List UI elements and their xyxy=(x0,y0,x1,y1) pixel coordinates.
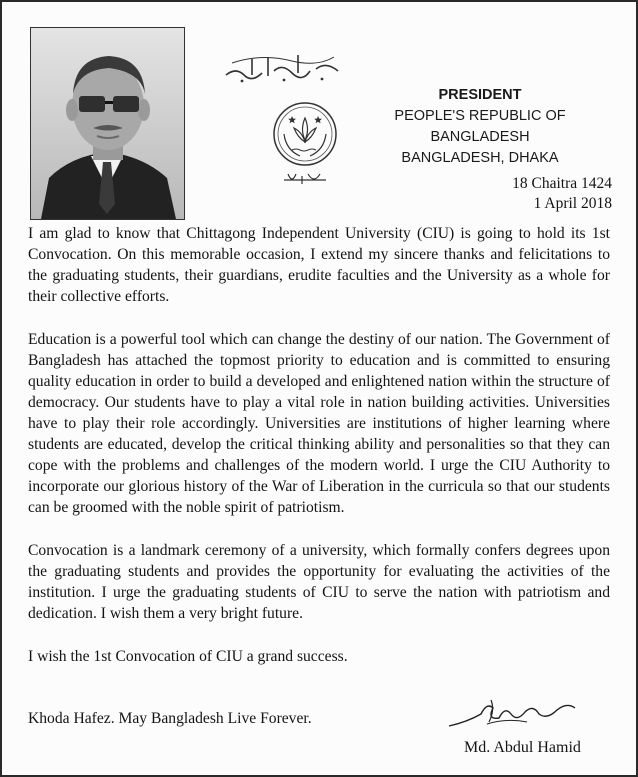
paragraph-greeting: I am glad to know that Chittagong Independent University (CIU) is going to hold its 1st Convocation. On this memorable occasion, I extend my sincere thanks and felicitations to the graduating students, their guardians, erudite faculties and the University as a whole for their collective efforts. xyxy=(28,225,610,305)
paragraph-education: Education is a powerful tool which can change the destiny of our nation. The Government of Bangladesh has attached the topmost priority to education and is committed to ensuring quality education in order to build a developed and enlightened nation within the structure of democracy. Our students have to play a vital role in nation building activities. Universities have to play their role accordingly. Universities are institutions of higher learning where students are educated, develop the critical thinking ability and personalities so that they can cope with the problems and challenges of the modern world. I urge the CIU Authority to incorporate our glorious history of the War of Liberation in the curricula so that our students can be groomed with the noble spirit of patriotism. xyxy=(28,331,610,516)
office-line-city: BANGLADESH, DHAKA xyxy=(401,150,559,166)
paragraph-wish: I wish the 1st Convocation of CIU a grand success. xyxy=(28,648,348,665)
state-emblem xyxy=(270,100,340,192)
letter-dates xyxy=(512,174,612,214)
date-gregorian: 1 April 2018 xyxy=(533,195,612,212)
date-bengali: 18 Chaitra 1424 xyxy=(512,175,612,192)
signatory-name: Md. Abdul Hamid xyxy=(464,739,581,756)
message-body xyxy=(28,223,610,689)
paragraph-convocation: Convocation is a landmark ceremony of a university, which formally confers degrees upon the graduating students and provides the opportunity for evaluating the activities of the institution. I urge the graduating students of CIU to serve the nation with patriotism and dedication. I wish them a very bright future. xyxy=(28,542,610,622)
office-line-country: PEOPLE'S REPUBLIC OF BANGLADESH xyxy=(394,108,566,145)
handwritten-signature xyxy=(447,696,597,736)
president-portrait xyxy=(30,27,185,220)
office-header xyxy=(360,85,600,169)
bismillah-calligraphy xyxy=(222,49,342,87)
closing-line: Khoda Hafez. May Bangladesh Live Forever. xyxy=(28,710,312,727)
office-title: PRESIDENT xyxy=(438,87,522,103)
